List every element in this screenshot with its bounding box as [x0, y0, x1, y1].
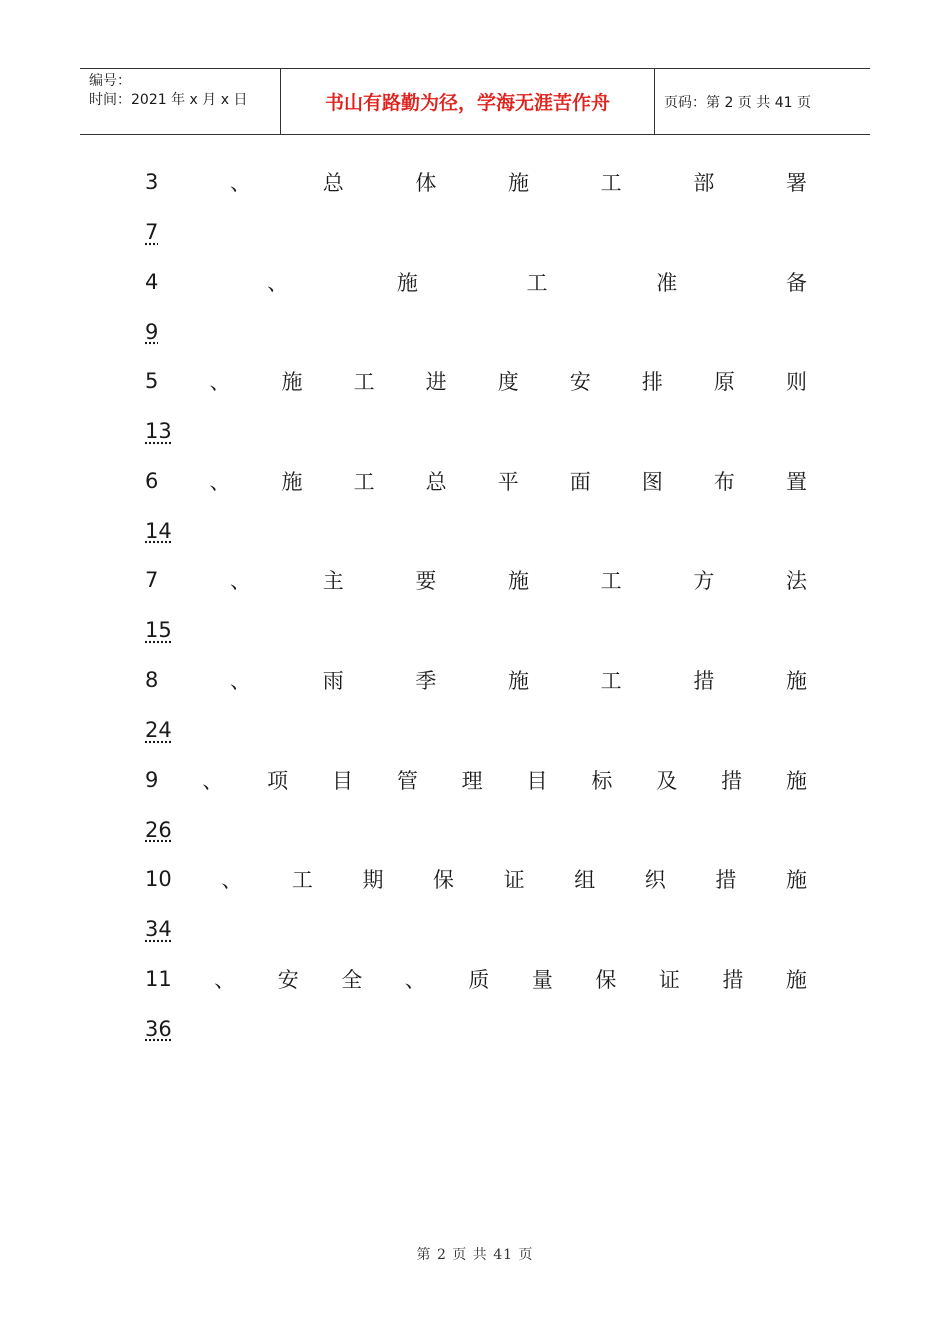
toc-entry[interactable] [145, 157, 807, 257]
toc-entry-title [145, 555, 807, 605]
toc-entry-title-char: 施 [785, 668, 807, 693]
toc-entry-title-char: 全 [341, 967, 363, 992]
toc-entry-title-char: 质 [468, 967, 490, 992]
toc-entry-page-link[interactable]: 14 [145, 518, 172, 543]
toc-entry-title-char: 部 [693, 171, 715, 195]
toc-entry-title-char: 则 [785, 370, 807, 395]
toc-entry-title-char: 措 [722, 967, 744, 992]
toc-entry-title-char: 、 [209, 370, 231, 395]
toc-entry-title-char: 、 [221, 868, 243, 893]
toc-entry-page-link[interactable]: 9 [145, 319, 159, 344]
toc-entry-title-char: 工 [291, 868, 313, 893]
toc-entry[interactable] [145, 755, 807, 855]
toc-entry-title-char: 期 [362, 868, 384, 893]
toc-entry[interactable] [145, 655, 807, 755]
toc-entry-title [145, 157, 807, 207]
toc-entry-title-char: 工 [353, 370, 375, 395]
toc-entry-title [145, 356, 807, 406]
toc-entry-title-char: 管 [396, 768, 418, 793]
toc-entry-title-char: 总 [322, 171, 344, 195]
toc-entry-title-char: 目 [526, 768, 548, 793]
toc-entry-number: 6 [145, 468, 159, 493]
page-footer: 第 2 页 共 41 页 [416, 1247, 534, 1263]
toc-entry-title-char: 施 [508, 569, 529, 594]
toc-entry-title-char: 方 [693, 569, 715, 594]
toc-entry-title-char: 施 [785, 868, 807, 893]
toc-entry-page-link[interactable]: 34 [145, 917, 172, 942]
toc-entry-title-char: 施 [396, 270, 418, 295]
toc-entry-title-char: 面 [569, 469, 591, 494]
toc-entry-title [145, 655, 807, 705]
toc-entry-title-char: 准 [656, 270, 678, 295]
toc-entry-title-char: 、 [267, 270, 289, 295]
toc-entry-title-char: 目 [331, 768, 353, 793]
toc-entry-number: 3 [145, 170, 159, 194]
toc-entry-page-link[interactable]: 24 [145, 717, 172, 742]
toc-entry-title-char: 进 [425, 370, 447, 395]
toc-entry-number: 4 [145, 269, 159, 294]
toc-entry-number: 7 [145, 568, 159, 593]
toc-entry-title-char: 工 [600, 569, 622, 594]
toc-entry-title-char: 置 [785, 469, 807, 494]
toc-entry-title-char: 体 [415, 171, 437, 195]
toc-entry-title-char: 措 [693, 668, 715, 693]
toc-entry-title-char: 备 [785, 270, 807, 295]
toc-entry-page-link[interactable]: 13 [145, 419, 172, 444]
toc-entry-title-char: 图 [641, 469, 663, 494]
toc-entry-title-char: 安 [569, 370, 591, 395]
toc-entry[interactable] [145, 257, 807, 357]
toc-entry-title-char: 、 [230, 668, 252, 693]
toc-entry-title-char: 保 [433, 868, 455, 893]
toc-entry-title-char: 量 [531, 967, 553, 992]
toc-entry-title [145, 755, 807, 805]
toc-entry-page-link[interactable]: 26 [145, 817, 172, 842]
toc-entry-title-char: 要 [415, 569, 437, 594]
toc-entry-title-char: 度 [497, 370, 519, 395]
toc-entry-number: 11 [145, 966, 172, 991]
toc-entry-title [145, 257, 807, 307]
toc-entry-title-char: 证 [658, 967, 680, 992]
toc-entry-title-char: 雨 [322, 668, 344, 693]
toc-entry-title-char: 施 [508, 668, 529, 693]
toc-entry-number: 8 [145, 667, 159, 692]
toc-entry-title-char: 排 [641, 370, 663, 395]
toc-entry-title-char: 工 [600, 171, 622, 195]
toc-entry-title-char: 法 [785, 569, 807, 594]
toc-entry-title [145, 954, 807, 1004]
toc-entry-page-link[interactable]: 7 [145, 220, 159, 244]
toc-entry-title-char: 施 [785, 967, 807, 992]
toc-entry-number: 5 [145, 369, 159, 394]
toc-entry[interactable] [145, 954, 807, 1054]
toc-entry-title-char: 标 [591, 768, 613, 793]
header-page-info: 页码：第 2 页 共 41 页 [664, 94, 811, 111]
toc-entry-title-char: 工 [353, 469, 375, 494]
toc-entry-title-char: 措 [721, 768, 743, 793]
toc-entry-title-char: 证 [503, 868, 525, 893]
table-of-contents [145, 157, 807, 1053]
page-header [80, 68, 870, 135]
toc-entry-title-char: 理 [461, 768, 483, 793]
document-date-label: 时间：2021 年 x 月 x 日 [89, 92, 248, 108]
header-meta [80, 69, 281, 134]
document-number-label: 编号： [89, 73, 131, 89]
toc-entry-title-char: 施 [281, 370, 303, 395]
toc-entry-title-char: 组 [574, 868, 596, 893]
toc-entry-title-char: 主 [322, 569, 344, 594]
toc-entry-title-char: 、 [230, 171, 252, 195]
toc-entry-title-char: 安 [277, 967, 299, 992]
toc-entry-title-char: 项 [267, 768, 289, 793]
toc-entry-title-char: 季 [415, 668, 437, 693]
toc-entry-title-char: 布 [713, 469, 735, 494]
toc-entry-title-char: 总 [425, 469, 447, 494]
toc-entry-title-char: 、 [404, 967, 426, 992]
toc-entry-title-char: 原 [713, 370, 735, 395]
toc-entry-title-char: 、 [209, 469, 231, 494]
toc-entry-title-char: 署 [785, 171, 807, 195]
toc-entry-title [145, 854, 807, 904]
toc-entry[interactable] [145, 555, 807, 655]
toc-entry[interactable] [145, 356, 807, 456]
toc-entry-title-char: 平 [497, 469, 519, 494]
toc-entry-title-char: 、 [214, 967, 236, 992]
header-slogan: 书山有路勤为径，学海无涯苦作舟 [281, 69, 655, 134]
toc-entry-page-link[interactable]: 36 [145, 1016, 172, 1041]
toc-entry-title-char: 施 [785, 768, 807, 793]
toc-entry-title-char: 及 [656, 768, 678, 793]
toc-entry-title-char: 施 [508, 171, 529, 195]
toc-entry-title [145, 456, 807, 506]
toc-entry-page-link[interactable]: 15 [145, 618, 172, 643]
toc-entry[interactable] [145, 854, 807, 954]
toc-entry-title-char: 织 [644, 868, 666, 893]
toc-entry-title-char: 措 [715, 868, 737, 893]
toc-entry-title-char: 施 [281, 469, 303, 494]
toc-entry-title-char: 保 [595, 967, 617, 992]
toc-entry-number: 9 [145, 767, 159, 792]
toc-entry-number: 10 [145, 867, 172, 892]
toc-entry[interactable] [145, 456, 807, 556]
toc-entry-title-char: 工 [600, 668, 622, 693]
toc-entry-title-char: 、 [230, 569, 252, 594]
toc-entry-title-char: 工 [526, 270, 548, 295]
toc-entry-title-char: 、 [202, 768, 224, 793]
